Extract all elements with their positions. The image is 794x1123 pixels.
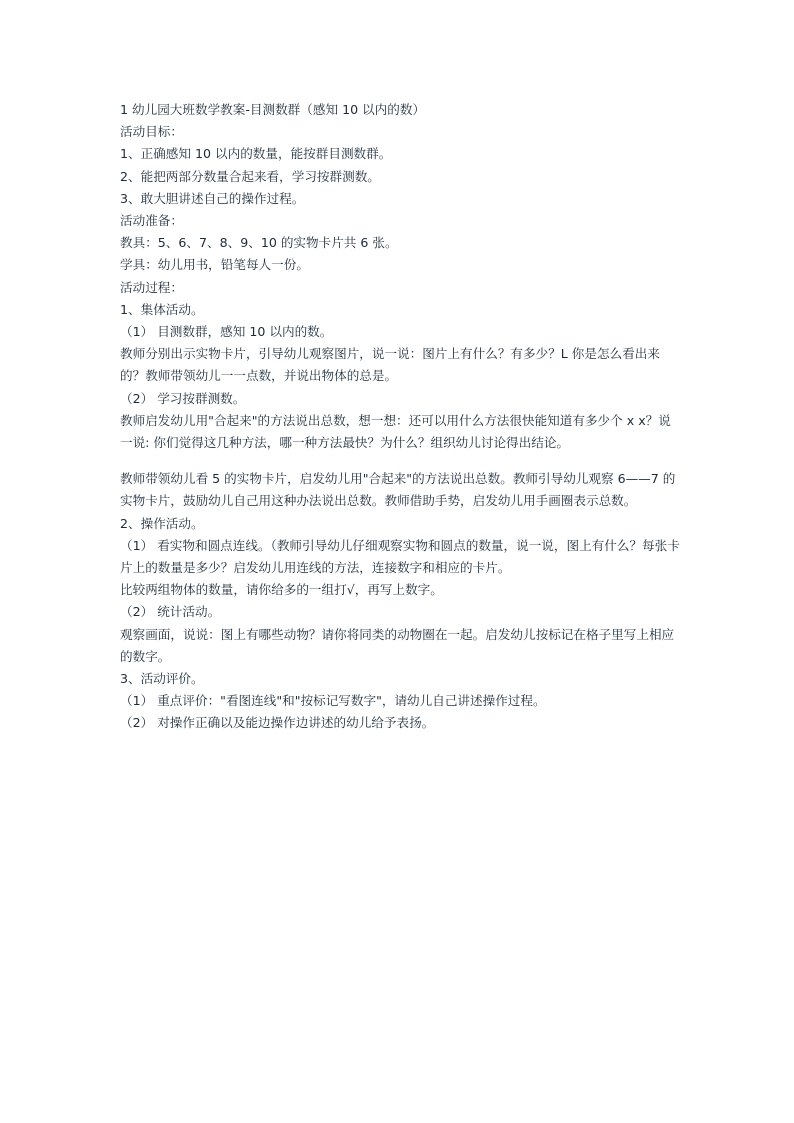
goal-3: 3、敢大胆讲述自己的操作过程。 bbox=[120, 190, 305, 206]
paragraph-2-1b: 比较两组物体的数量，请你给多的一组打√，再写上数字。 bbox=[120, 582, 443, 598]
blank-line bbox=[120, 454, 680, 468]
step-3: 3、活动评价。 bbox=[120, 671, 204, 687]
paragraph-1-2: 教师启发幼儿用"合起来"的方法说出总数，想一想：还可以用什么方法很快能知道有多少个 x x？说一说: 你们觉得这几种方法，哪一种方法最快？为什么？组织幼儿讨论得出结论。 bbox=[120, 412, 671, 451]
paragraph-2-2: 观察画面，说说：图上有哪些动物？请你将同类的动物圈在一起。启发幼儿按标记在格子里写上相应的数字。 bbox=[120, 626, 675, 664]
step-1: 1、集体活动。 bbox=[120, 301, 204, 317]
document-title: 1 幼儿园大班数学教案-目测数群（感知 10 以内的数） bbox=[120, 102, 426, 117]
prep-teacher: 教具：5、6、7、8、9、10 的实物卡片共 6 张。 bbox=[120, 235, 398, 251]
paragraph-1-3: 教师带领幼儿看 5 的实物卡片，启发幼儿用"合起来"的方法说出总数。教师引导幼儿观察 6——7 的实物卡片，鼓励幼儿自己用这种办法说出总数。教师借助手势，启发幼儿用手画圈表示总数。 bbox=[120, 471, 676, 509]
goal-1: 1、正确感知 10 以内的数量，能按群目测数群。 bbox=[120, 146, 392, 162]
prep-heading: 活动准备： bbox=[120, 213, 183, 229]
step-2-2: （2） 统计活动。 bbox=[120, 604, 221, 620]
document-body bbox=[120, 99, 680, 735]
goals-heading: 活动目标： bbox=[120, 124, 183, 140]
step-1-2: （2） 学习按群测数。 bbox=[120, 390, 246, 406]
goal-2: 2、能把两部分数量合起来看，学习按群测数。 bbox=[120, 168, 380, 184]
paragraph-1-1: 教师分别出示实物卡片，引导幼儿观察图片，说一说：图片上有什么？有多少？L 你是怎么看出来的？教师带领幼儿一一点数，并说出物体的总是。 bbox=[120, 346, 660, 384]
paragraph-2-1: （1） 看实物和圆点连线。（教师引导幼儿仔细观察实物和圆点的数量，说一说，图上有什么？每张卡片上的数量是多少？启发幼儿用连线的方法，连接数字和相应的卡片。 bbox=[120, 537, 680, 576]
process-heading: 活动过程： bbox=[120, 279, 183, 295]
step-2: 2、操作活动。 bbox=[120, 515, 204, 531]
step-3-2: （2） 对操作正确以及能边操作边讲述的幼儿给予表扬。 bbox=[120, 715, 435, 731]
step-1-1: （1） 目测数群，感知 10 以内的数。 bbox=[120, 324, 333, 340]
prep-student: 学具：幼儿用书，铅笔每人一份。 bbox=[120, 257, 309, 273]
step-3-1: （1） 重点评价："看图连线"和"按标记写数字"，请幼儿自己讲述操作过程。 bbox=[120, 693, 546, 709]
